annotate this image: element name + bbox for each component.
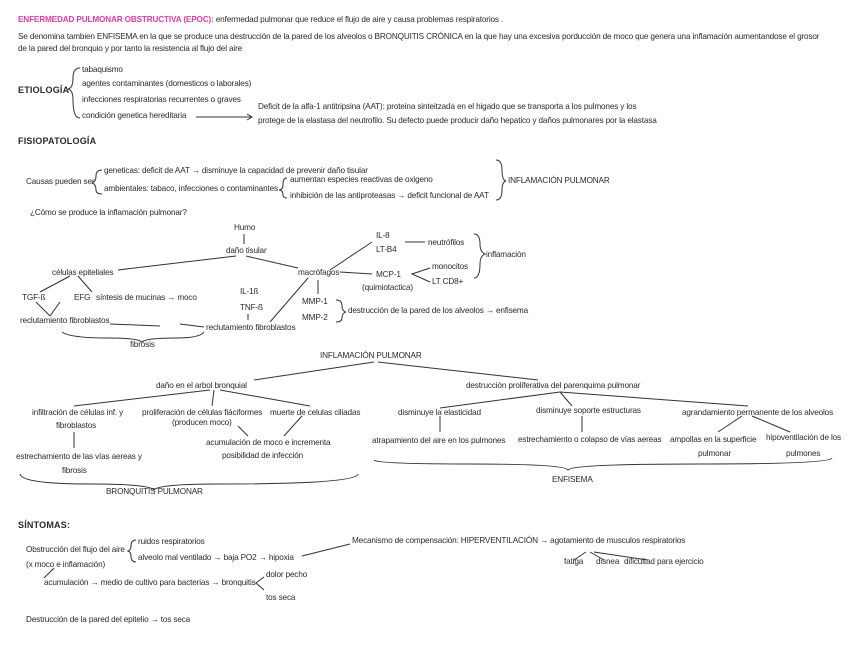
tree-estrechamiento-1: estrechamiento de las vías aereas y <box>16 452 142 461</box>
ros-text: aumentan especies reactivas de oxigeno <box>290 175 433 184</box>
node-fibrosis: fibrosis <box>130 340 155 349</box>
intro-line-1: Se denomina tambien ENFISEMA en la que se produce una destrucción de la pared de los alveolos o BRONQUITIS CRÓNICA en la que hay una excesiva porducción de moco que genera una inflamación aumentandose el grosor <box>18 32 820 41</box>
sintoma-acumulacion: acumulación → medio de cultivo para bacterias → bronquitis <box>44 578 256 587</box>
sintoma-obstruccion-1: Obstrucción del flujo del aire <box>26 545 125 554</box>
tree-proliferacion-1: proliferación de células fiáciformes <box>142 408 263 417</box>
tree-enfisema: ENFISEMA <box>552 475 593 484</box>
tree-infiltracion-2: fibroblastos <box>56 421 97 430</box>
inflamacion-question: ¿Cómo se produce la inflamación pulmonar? <box>30 208 187 217</box>
sintoma-dolor-pecho: dolor pecho <box>266 570 308 579</box>
intro-line-2: de la pared del bronquio y por tanto la resistencia al flujo del aire <box>18 44 243 53</box>
node-reclutamiento-fibroblastos-2: reclutamiento fibroblastos <box>206 323 296 332</box>
tree-root: INFLAMACIÓN PULMONAR <box>320 351 422 360</box>
sintoma-mecanismo: Mecanismo de compensación: HIPERVENTILACIÓN → agotamiento de musculos respiratorios <box>352 536 686 545</box>
document-title: ENFERMEDAD PULMONAR OBSTRUCTIVA (EPOC): <box>18 15 214 24</box>
tree-disminuye-elasticidad: disminuye la elasticidad <box>398 408 481 417</box>
node-destruccion-alveolos: destrucción de la pared de los alveolos → enfisema <box>348 306 529 315</box>
tree-disminuye-soporte: disminuye soporte estructuras <box>536 406 641 415</box>
node-celulas-epiteliales: células epiteliales <box>52 268 114 277</box>
etiologia-heading: ETIOLOGÍA <box>18 85 70 95</box>
node-dano-tisular: daño tisular <box>226 246 267 255</box>
tree-proliferacion-2: (producen moco) <box>172 418 232 427</box>
sintoma-destruccion-epitelio: Destrucción de la pared del epitelio → tos seca <box>26 615 191 624</box>
sintomas-heading: SÍNTOMAS: <box>18 520 71 530</box>
tree-muerte-ciliadas: muerte de celulas ciliadas <box>270 408 361 417</box>
node-ltb4: LT-B4 <box>376 245 397 254</box>
causas-label: Causas pueden ser <box>26 177 95 186</box>
sintoma-obstruccion-2: (x moco e inflamación) <box>26 560 106 569</box>
node-neutrofilos: neutrófilos <box>428 238 465 247</box>
tree-acumulacion-1: acumulación de moco e incrementa <box>206 438 331 447</box>
node-efg: EFG <box>74 293 91 302</box>
node-mmp1: MMP-1 <box>302 297 328 306</box>
etiologia-item: agentes contaminantes (domesticos o laborales) <box>82 79 252 88</box>
title-definition: enfermedad pulmonar que reduce el flujo de aire y causa problemas respiratorios . <box>213 15 504 24</box>
etiologia-item: infecciones respiratorias recurrentes o graves <box>82 95 241 104</box>
sintoma-fatiga: fatiga <box>564 557 584 566</box>
sintoma-alveolo: alveolo mal ventilado → baja PO2 → hipoxia <box>138 553 294 562</box>
etiologia-item: condición genetica hereditaria <box>82 111 187 120</box>
node-humo: Humo <box>234 223 256 232</box>
tree-acumulacion-2: posibilidad de infección <box>222 451 304 460</box>
tree-left: daño en el arbol bronquial <box>156 381 247 390</box>
node-sintesis-mucinas: síntesis de mucinas → moco <box>96 293 197 302</box>
node-reclutamiento-fibroblastos: reclutamiento fibroblastos <box>20 316 110 325</box>
document-title-line <box>18 15 503 25</box>
tree-agrandamiento: agrandamiento permanente de los alveolos <box>682 408 834 417</box>
node-macrofagos: macrófagos <box>298 268 340 277</box>
fisiopatologia-heading: FISIOPATOLOGÍA <box>18 136 97 146</box>
node-monocitos: monocitos <box>432 262 468 271</box>
node-il8: IL-8 <box>376 231 390 240</box>
node-tnf: TNF-ß <box>240 303 263 312</box>
tree-hipoventilacion-2: pulmones <box>786 449 821 458</box>
antiproteasas-text: inhibición de las antiproteasas → deficit funcional de AAT <box>290 191 489 200</box>
tree-estrechamiento-2: fibrosis <box>62 466 87 475</box>
node-quimiotactica: (quimiotactica) <box>362 283 413 292</box>
sintoma-tos-seca: tos seca <box>266 593 296 602</box>
node-ltcd8: LT CD8+ <box>432 277 464 286</box>
node-mcp1: MCP-1 <box>376 270 401 279</box>
aat-text-1: Deficit de la alfa-1 antitripsina (AAT): proteina sinteitzada en el higado que se transporta a los pulmones y los <box>258 102 637 111</box>
tree-estrechamiento-colapso: estrechamiento o colapso de vías aereas <box>518 435 662 444</box>
inflamacion-pulmonar-label: INFLAMACIÓN PULMONAR <box>508 176 610 185</box>
tree-infiltracion-1: infiltración de células inf. y <box>32 408 124 417</box>
tree-ampollas-2: pulmonar <box>698 449 731 458</box>
tree-right: destrucción proliferativa del parenquima pulmonar <box>466 381 641 390</box>
sintoma-ruidos: ruidos respiratorios <box>138 537 205 546</box>
etiologia-item: tabaquismo <box>82 65 123 74</box>
node-tgf: TGF-ß <box>22 293 46 302</box>
causa-genetica: geneticas: deficit de AAT → disminuye la capacidad de prevenir daño tisular <box>104 166 368 175</box>
tree-atrapamiento: atrapamiento del aire en los pulmones <box>372 436 506 445</box>
tree-hipoventilacion-1: hipoventilación de los <box>766 433 841 442</box>
node-inflamacion: inflamación <box>486 250 526 259</box>
tree-ampollas-1: ampollas en la superficie <box>670 435 757 444</box>
sintoma-disnea: disnea <box>596 557 620 566</box>
node-mmp2: MMP-2 <box>302 313 328 322</box>
aat-text-2: protege de la elastasa del neutrofilo. Su defecto puede producir daño hepatico y daños pulmonares por la elastasa <box>258 116 657 125</box>
causa-ambiental: ambientales: tabaco, infecciones o contaminantes <box>104 184 278 193</box>
sintoma-dificultad: dificultad para ejercicio <box>624 557 704 566</box>
node-il1: IL-1ß <box>240 287 259 296</box>
tree-bronquitis: BRONQUITIS PULMONAR <box>106 487 203 496</box>
